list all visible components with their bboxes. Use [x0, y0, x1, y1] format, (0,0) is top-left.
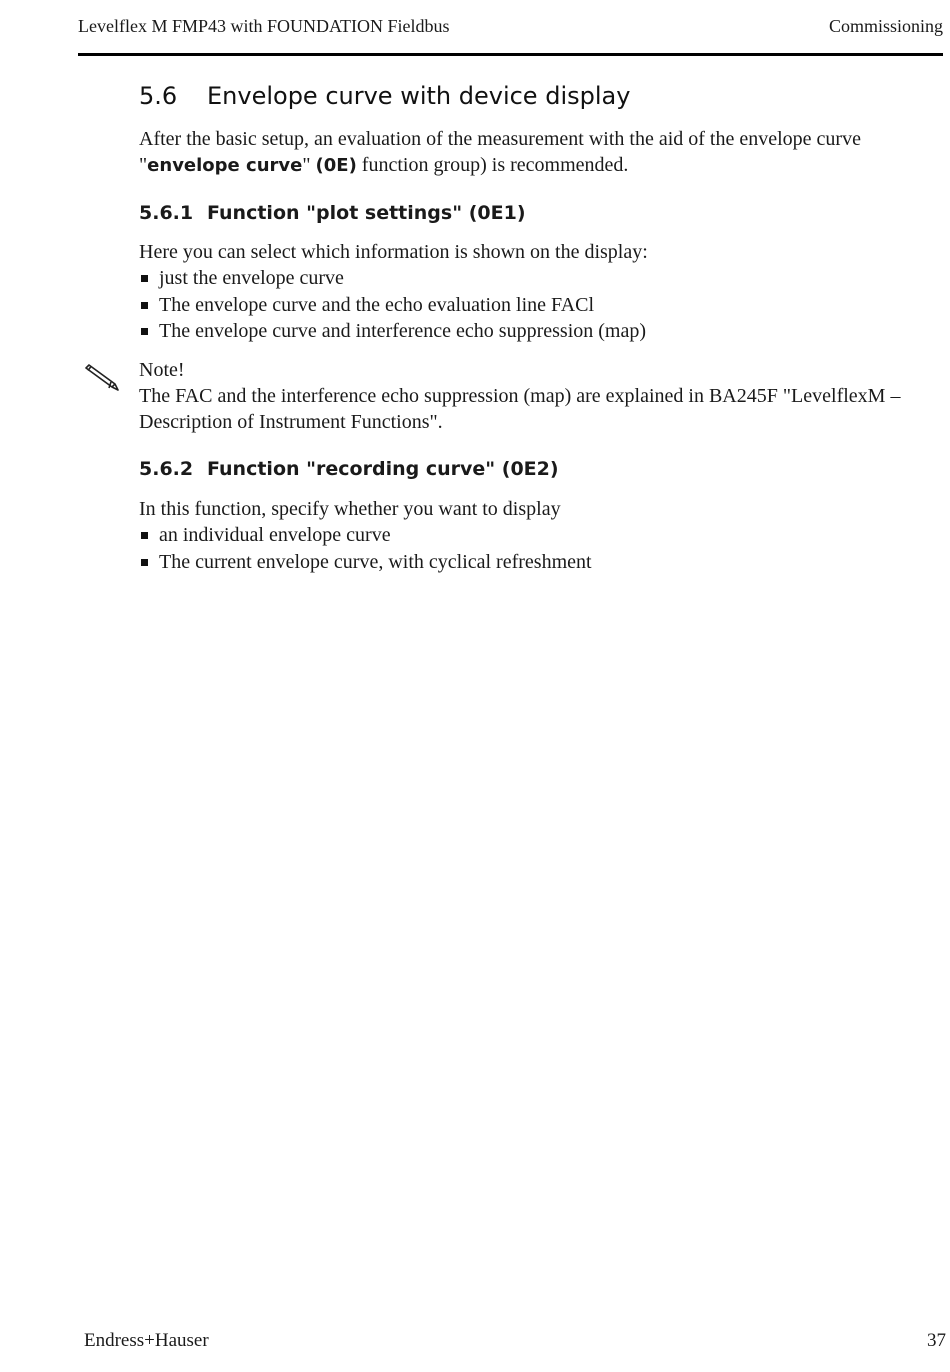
list-item — [139, 318, 646, 345]
intro-bold-code: (0E) — [315, 155, 357, 176]
bullet-square-icon — [141, 275, 148, 282]
intro-text-2: function group) is recommended. — [356, 154, 629, 176]
note-text: The FAC and the interference echo suppression (map) are explained in BA245F "LevelflexM – Description of Instrument Functions". — [139, 385, 901, 433]
bullet-square-icon — [141, 559, 148, 566]
intro-quote-open: " — [139, 154, 148, 176]
subsection-title-text: Function "plot settings" (0E1) — [207, 202, 526, 224]
list-item-text: just the envelope curve — [159, 267, 344, 289]
recording-curve-list — [139, 522, 592, 575]
header-chapter-title: Commissioning — [828, 16, 943, 36]
subsection-title-5-6-1 — [139, 202, 526, 224]
note-label: Note! — [139, 359, 185, 381]
page-number: 37 — [927, 1330, 946, 1351]
subsection-number: 5.6.2 — [139, 458, 194, 480]
list-item — [139, 522, 592, 549]
subsection-2-intro: In this function, specify whether you want to display — [139, 498, 561, 520]
section-intro-paragraph — [139, 126, 929, 179]
section-title-text: Envelope curve with device display — [207, 82, 631, 110]
list-item-text: an individual envelope curve — [159, 524, 391, 546]
section-title — [139, 82, 630, 110]
subsection-title-5-6-2 — [139, 458, 559, 480]
list-item-text: The current envelope curve, with cyclical refreshment — [159, 550, 592, 573]
subsection-title-text: Function "recording curve" (0E2) — [207, 458, 559, 480]
note-block — [139, 357, 929, 435]
footer-company: Endress+Hauser — [84, 1330, 209, 1351]
plot-settings-list — [139, 265, 646, 345]
subsection-number: 5.6.1 — [139, 202, 194, 224]
intro-bold-envelope-curve: envelope curve — [147, 155, 303, 176]
list-item-text: The envelope curve and the echo evaluation line FACl — [159, 293, 595, 316]
list-item-text: The envelope curve and interference echo suppression (map) — [159, 320, 647, 342]
intro-quote-close: " — [302, 154, 316, 176]
intro-text-1: After the basic setup, an evaluation of the measurement with the aid of the envelope curve — [139, 128, 861, 150]
list-item — [139, 549, 592, 576]
list-item — [139, 265, 646, 292]
bullet-square-icon — [141, 302, 148, 309]
header-document-title: Levelflex M FMP43 with FOUNDATION Fieldbus — [78, 16, 450, 36]
subsection-1-intro: Here you can select which information is shown on the display: — [139, 241, 648, 263]
pencil-icon — [82, 360, 122, 396]
page-header — [78, 14, 943, 56]
list-item — [139, 292, 646, 319]
bullet-square-icon — [141, 328, 148, 335]
bullet-square-icon — [141, 532, 148, 539]
section-number: 5.6 — [139, 82, 178, 110]
